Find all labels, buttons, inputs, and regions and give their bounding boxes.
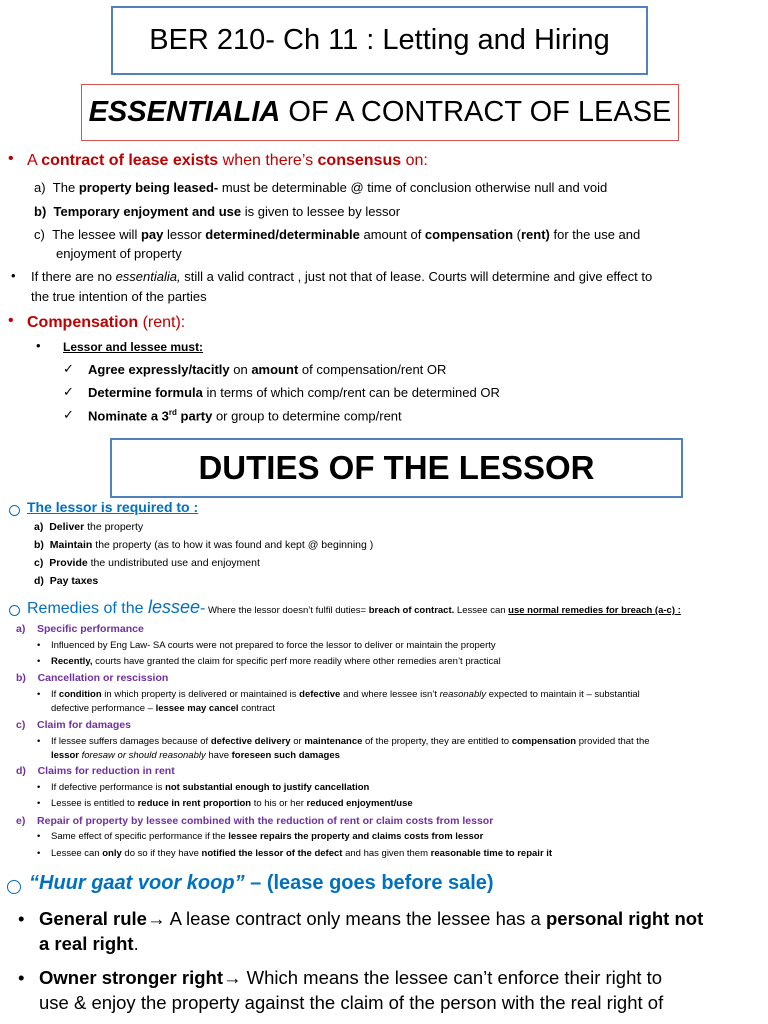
essentialia-heading-italic: ESSENTIALIA xyxy=(88,96,281,128)
check-icon: ✓ xyxy=(63,407,74,422)
bullet: • xyxy=(37,848,41,859)
remedy-c-line-1: If lessee suffers damages because of defective delivery or maintenance of the property, they are entitled to compensation provided that the xyxy=(51,736,650,747)
essentialia-note-cont: the true intention of the parties xyxy=(31,289,207,304)
remedy-d-heading: d) Claims for reduction in rent xyxy=(16,765,175,777)
lessor-required-heading: The lessor is required to : xyxy=(27,499,199,515)
consensus-item-c-cont: enjoyment of property xyxy=(56,246,182,261)
bullet: • xyxy=(8,150,14,167)
remedy-d-line-2: Lessee is entitled to reduce in rent proportion to his or her reduced enjoyment/use xyxy=(51,798,413,809)
bullet: • xyxy=(8,312,14,329)
remedy-b-line-1-cont: defective performance – lessee may cancel contract xyxy=(51,703,275,714)
bullet: • xyxy=(37,831,41,842)
remedy-c-line-1-cont: lessor foresaw or should reasonably have foreseen such damages xyxy=(51,750,340,761)
compensation-heading: Compensation (rent): xyxy=(27,314,186,331)
circle-bullet-icon xyxy=(7,880,21,899)
huur-item-1: General rule→ A lease contract only means the lessee has a personal right not xyxy=(39,908,704,929)
bullet: • xyxy=(18,908,25,929)
bullet: • xyxy=(11,268,16,283)
bullet: • xyxy=(18,967,25,988)
check-icon: ✓ xyxy=(63,361,74,376)
huur-item-2: Owner stronger right→ Which means the lessee can’t enforce their right to xyxy=(39,967,663,988)
huur-heading: “Huur gaat voor koop” – (lease goes before sale) xyxy=(29,872,494,894)
bullet: • xyxy=(37,798,41,809)
title-box xyxy=(111,6,648,75)
lessor-duty-a: a) Deliver the property xyxy=(34,521,144,533)
remedy-a-line-1: Influenced by Eng Law- SA courts were not prepared to force the lessor to deliver or maintain the property xyxy=(51,640,496,651)
duties-heading: DUTIES OF THE LESSOR xyxy=(198,449,595,486)
essentialia-heading-rest: OF A CONTRACT OF LEASE xyxy=(280,96,672,128)
remedy-e-heading: e) Repair of property by lessee combined with the reduction of rent or claim costs from lessor xyxy=(16,815,494,827)
bullet: • xyxy=(37,736,41,747)
lessor-duty-c: c) Provide the undistributed use and enjoyment xyxy=(34,557,260,569)
compensation-item-3: Nominate a 3rd party or group to determine comp/rent xyxy=(88,408,402,424)
remedy-e-line-2: Lessee can only do so if they have notified the lessor of the defect and has given them reasonable time to repair it xyxy=(51,848,553,859)
remedy-a-heading: a) Specific performance xyxy=(16,623,144,635)
consensus-lead: A contract of lease exists when there’s consensus on: xyxy=(27,152,428,169)
remedy-c-heading: c) Claim for damages xyxy=(16,719,131,731)
bullet: • xyxy=(37,656,41,667)
consensus-item-a: a) The property being leased- must be determinable @ time of conclusion otherwise null and void xyxy=(34,180,608,195)
page-title: BER 210- Ch 11 : Letting and Hiring xyxy=(149,24,610,56)
remedy-b-heading: b) Cancellation or rescission xyxy=(16,672,169,684)
circle-bullet-icon xyxy=(9,503,20,521)
compensation-item-2: Determine formula in terms of which comp/rent can be determined OR xyxy=(88,385,500,400)
duties-heading-box xyxy=(110,438,683,498)
huur-item-2-cont: use & enjoy the property against the claim of the person with the real right of xyxy=(39,992,664,1013)
bullet: • xyxy=(36,338,41,353)
lessor-duty-d: d) Pay taxes xyxy=(34,575,99,587)
remedy-e-line-1: Same effect of specific performance if the lessee repairs the property and claims costs from lessor xyxy=(51,831,484,842)
lessor-duty-b: b) Maintain the property (as to how it was found and kept @ beginning ) xyxy=(34,539,374,551)
bullet: • xyxy=(37,640,41,651)
remedy-d-line-1: If defective performance is not substantial enough to justify cancellation xyxy=(51,782,370,793)
circle-bullet-icon xyxy=(9,603,20,621)
check-icon: ✓ xyxy=(63,384,74,399)
essentialia-note: If there are no essentialia, still a valid contract , just not that of lease. Courts will determine and give effect to xyxy=(31,269,653,284)
consensus-item-b: b) Temporary enjoyment and use is given to lessee by lessor xyxy=(34,204,401,219)
remedies-heading: Remedies of the lessee- Where the lessor doesn’t fulfil duties= breach of contract. Lessee can use normal remedies for breach (a-c) : xyxy=(27,597,681,617)
remedy-b-line-1: If condition in which property is delivered or maintained is defective and where lessee isn’t reasonably expected to maintain it – substantial xyxy=(51,689,640,700)
huur-item-1-cont: a real right. xyxy=(39,933,139,954)
compensation-sub: Lessor and lessee must: xyxy=(63,340,204,354)
essentialia-heading-box xyxy=(81,84,679,141)
bullet: • xyxy=(37,689,41,700)
compensation-item-1: Agree expressly/tacitly on amount of compensation/rent OR xyxy=(88,362,447,377)
remedy-a-line-2: Recently, courts have granted the claim for specific perf more readily where other remedies aren’t practical xyxy=(51,656,501,667)
bullet: • xyxy=(37,782,41,793)
consensus-item-c: c) The lessee will pay lessor determined/determinable amount of compensation (rent) for the use and xyxy=(34,227,641,242)
